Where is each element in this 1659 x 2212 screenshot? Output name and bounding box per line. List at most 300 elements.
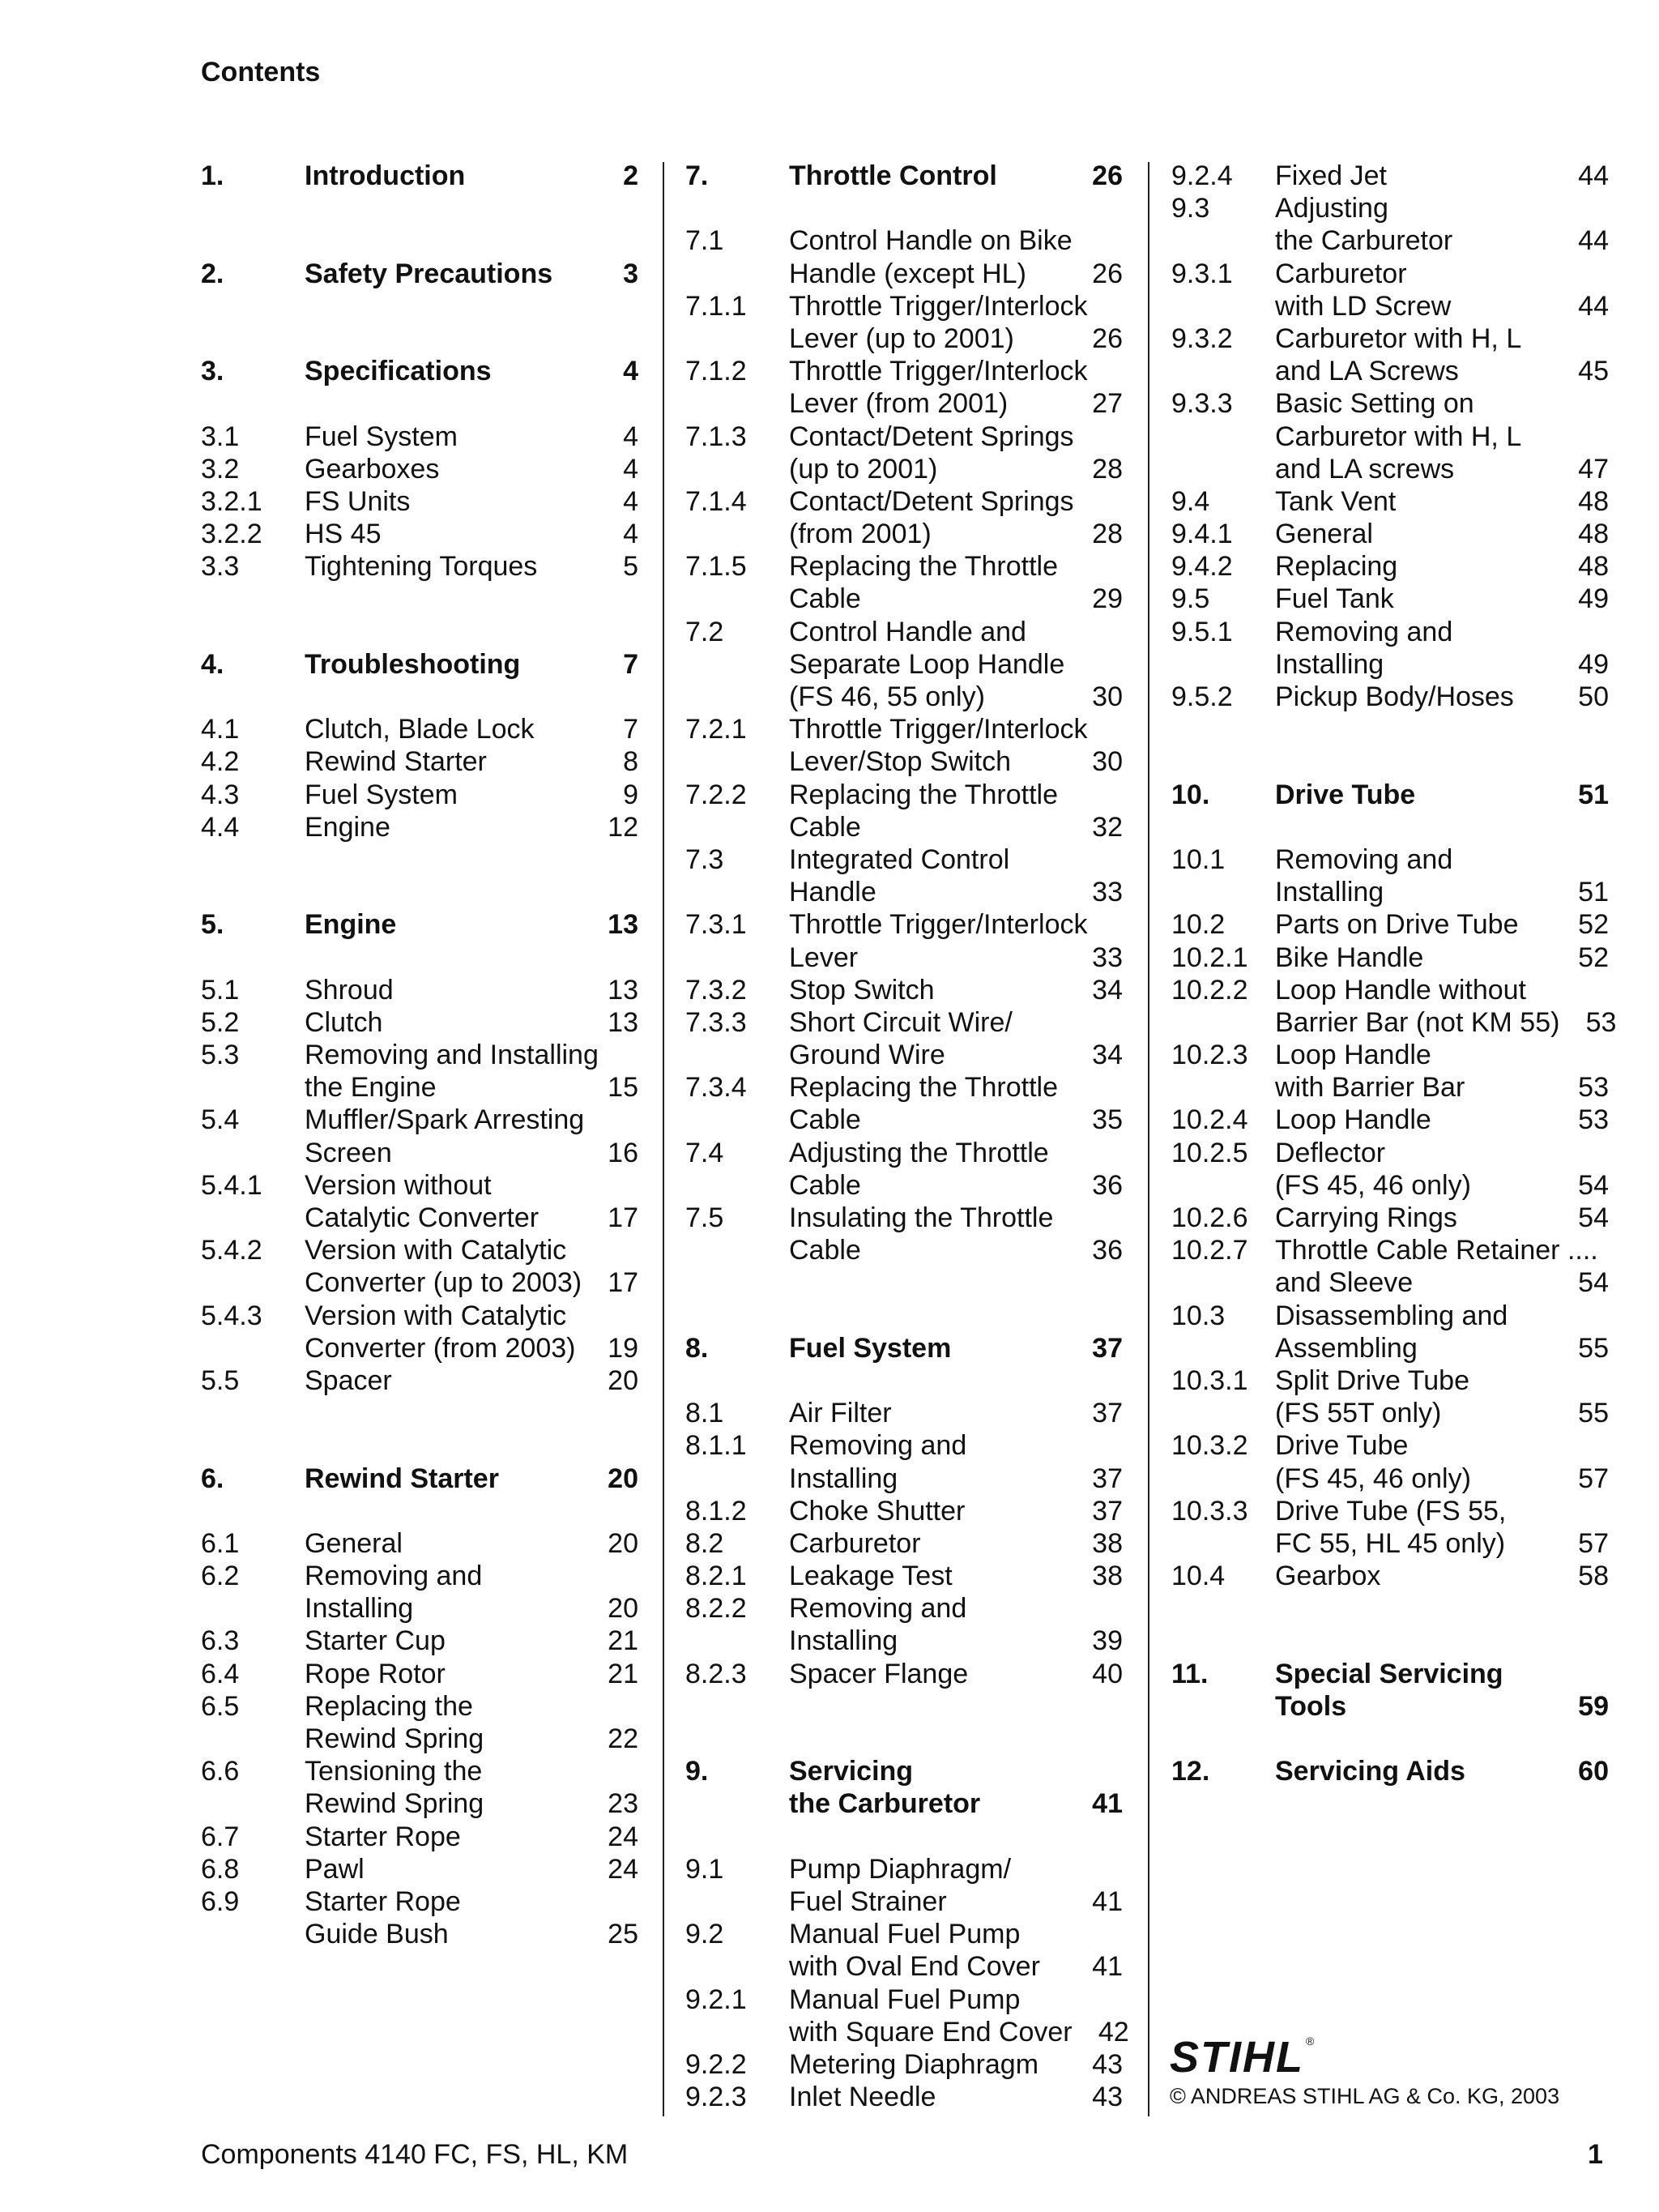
toc-title: General [305,1527,403,1559]
toc-page [1066,1071,1123,1104]
toc-entry[interactable] [1171,843,1609,908]
toc-line [1171,681,1609,713]
toc-title: Starter Rope [305,1821,461,1852]
toc-title: Carrying Rings [1275,1202,1457,1233]
toc-title: Catalytic Converter [305,1202,539,1233]
toc-title: FC 55, HL 45 only) [1275,1527,1506,1559]
toc-title: (FS 45, 46 only) [1275,1169,1471,1201]
toc-number: 7.3.4 [685,1072,747,1104]
toc-line [201,453,638,485]
toc-chapter[interactable] [201,258,638,290]
toc-number [1171,1006,1275,1039]
toc-page: 23 [608,1788,638,1820]
toc-entry[interactable] [201,1364,638,1397]
toc-entry[interactable] [685,1202,1123,1266]
toc-page: 13 [608,1006,638,1038]
toc-line [201,1527,638,1560]
toc-line [1171,485,1609,518]
toc-chapter[interactable] [201,355,638,387]
toc-page [1552,1495,1609,1527]
toc-entry[interactable] [1171,1560,1609,1592]
toc-page [1087,713,1144,745]
toc-number: 10.2.4 [1171,1104,1248,1136]
toc-entry[interactable] [1171,322,1609,387]
toc-page: 54 [1578,1267,1609,1299]
toc-title: Throttle Trigger/Interlock [789,909,1088,941]
toc-number [685,1169,789,1202]
toc-entry[interactable] [685,908,1123,973]
toc-page: 52 [1578,909,1609,941]
toc-title: Fuel System [305,779,458,810]
toc-page [1552,843,1609,876]
toc-number [1171,421,1275,453]
toc-page: 37 [1092,1332,1123,1364]
toc-title: Bike Handle [1275,942,1424,973]
toc-entry[interactable] [685,485,1123,550]
toc-chapter[interactable] [201,160,638,192]
toc-entry[interactable] [201,779,638,811]
toc-title: Deflector [1275,1137,1386,1168]
toc-line [1171,421,1609,453]
toc-page: 17 [608,1267,639,1299]
toc-entry[interactable] [1171,160,1609,192]
toc-number [685,583,789,615]
toc-entry[interactable] [201,421,638,453]
toc-entry[interactable] [685,779,1123,843]
toc-entry[interactable] [201,1039,638,1104]
toc-line [201,1104,638,1136]
toc-entry[interactable] [1171,550,1609,583]
toc-entry[interactable] [1171,1364,1609,1429]
toc-line [685,485,1123,518]
toc-chapter[interactable] [1171,779,1609,811]
toc-entry[interactable] [685,616,1123,714]
toc-line [1171,1495,1609,1527]
toc-entry[interactable] [1171,387,1609,485]
toc-line [1171,550,1609,583]
toc-entry[interactable] [1171,583,1609,615]
toc-entry[interactable] [201,1300,638,1364]
toc-page: 21 [608,1658,638,1689]
toc-page [1073,224,1129,257]
toc-number [685,1885,789,1918]
toc-number: 9.5.2 [1171,681,1233,712]
toc-line [685,1495,1123,1527]
toc-entry[interactable] [685,974,1123,1006]
toc-page: 16 [608,1137,638,1168]
toc-entry[interactable] [1171,974,1617,1039]
registered-mark: ® [1306,2035,1315,2048]
toc-entry[interactable] [1171,1202,1609,1234]
toc-entry[interactable] [685,1853,1123,1918]
toc-number: 6.5 [201,1690,240,1722]
toc-entry[interactable] [201,1821,638,1853]
toc-number [685,1039,789,1071]
toc-page: 8 [623,746,638,778]
toc-page [1552,421,1609,453]
toc-line [685,518,1123,550]
toc-chapter[interactable] [685,1755,1123,1820]
footer-page-number: 1 [1588,2139,1603,2170]
toc-line [201,355,638,387]
toc-line [685,876,1123,908]
toc-line [685,1560,1123,1592]
toc-line [1171,1690,1609,1723]
toc-page [1066,1137,1123,1169]
toc-page: 5 [623,551,638,583]
toc-line [1171,453,1609,485]
toc-entry[interactable] [685,713,1123,778]
toc-entry[interactable] [201,1560,638,1625]
toc-chapter[interactable] [201,1463,638,1495]
toc-chapter[interactable] [1171,1658,1609,1723]
toc-entry[interactable] [685,1006,1123,1071]
toc-number [1171,355,1275,387]
spacer [201,224,638,257]
toc-line [685,2016,1129,2048]
toc-entry[interactable] [1171,192,1609,257]
toc-page: 33 [1092,877,1123,908]
toc-number: 6.9 [201,1885,240,1917]
toc-number: 6.3 [201,1625,240,1657]
toc-title: Engine [305,811,390,843]
toc-number: 9.2.1 [685,1984,747,2015]
toc-entry[interactable] [685,1560,1123,1592]
toc-line [1171,779,1609,811]
toc-number: 2. [201,258,224,289]
toc-title: Drive Tube [1275,1430,1409,1462]
toc-number: 7.2 [685,616,724,647]
toc-entry[interactable] [201,1234,638,1299]
toc-page: 47 [1578,453,1609,485]
spacer [201,322,638,355]
toc-line [685,1527,1123,1560]
toc-page: 52 [1578,942,1609,973]
toc-entry[interactable] [685,1071,1123,1136]
toc-title: Adjusting [1275,193,1388,224]
toc-entry[interactable] [201,1755,638,1820]
toc-title: Converter (up to 2003) [305,1267,582,1299]
toc-title: Leakage Test [789,1561,953,1592]
toc-number [685,1104,789,1136]
toc-page: 51 [1578,779,1609,810]
toc-line [685,387,1123,420]
toc-entry[interactable] [1171,485,1609,518]
toc-title: Separate Loop Handle [789,648,1065,680]
toc-entry[interactable] [1171,616,1609,681]
toc-entry[interactable] [1171,1429,1609,1494]
toc-line [685,421,1123,453]
toc-entry[interactable] [201,518,638,550]
toc-entry[interactable] [201,1625,638,1657]
toc-number: 7.3 [685,843,724,875]
toc-page: 2 [623,160,638,191]
toc-line [685,1039,1123,1071]
toc-number [201,1787,305,1820]
toc-line [1171,843,1609,876]
toc-line [1171,1266,1609,1299]
toc-entry[interactable] [201,811,638,843]
toc-entry[interactable] [1171,1495,1609,1560]
toc-entry[interactable] [685,1658,1123,1690]
toc-line [1171,648,1609,681]
toc-title: Rewind Starter [305,746,487,778]
toc-line [685,2081,1123,2113]
toc-chapter[interactable] [201,908,638,941]
toc-entry[interactable] [1171,1104,1609,1136]
toc-number: 7.1.3 [685,421,747,452]
toc-entry[interactable] [1171,942,1609,974]
toc-number: 9.3 [1171,193,1210,224]
toc-chapter[interactable] [201,648,638,681]
toc-title: Tightening Torques [305,551,538,583]
toc-page [582,1690,638,1723]
toc-line [685,550,1123,583]
toc-line [1171,1137,1609,1169]
toc-line [201,908,638,941]
toc-entry[interactable] [201,1006,638,1039]
toc-entry[interactable] [201,745,638,778]
toc-line [201,258,638,290]
toc-entry[interactable] [201,550,638,583]
toc-number: 6.8 [201,1853,240,1885]
toc-title: Removing and [1275,616,1453,647]
toc-line [685,1885,1123,1918]
toc-page: 50 [1578,681,1609,712]
toc-chapter[interactable] [685,1332,1123,1364]
toc-page [1552,1364,1609,1397]
toc-line [1171,224,1609,257]
toc-title: Pickup Body/Hoses [1275,681,1514,712]
toc-title: Carburetor with H, L [1275,421,1522,452]
toc-number: 9.5.1 [1171,616,1233,647]
toc-entry[interactable] [201,713,638,745]
toc-line [685,1787,1123,1820]
toc-page [1066,550,1123,583]
toc-line [685,1006,1123,1039]
toc-number: 10.2.2 [1171,974,1248,1006]
toc-line [685,1397,1123,1429]
toc-entry[interactable] [1171,908,1609,941]
toc-entry[interactable] [685,1429,1123,1494]
toc-entry[interactable] [201,974,638,1006]
toc-entry[interactable] [1171,518,1609,550]
toc-entry[interactable] [201,1104,638,1168]
toc-number: 9.4 [1171,485,1210,517]
toc-line [201,1266,638,1299]
toc-line [201,1463,638,1495]
toc-title: Version without [305,1169,492,1201]
toc-entry[interactable] [685,1495,1123,1527]
toc-line [1171,583,1609,615]
stihl-logo [1170,2033,1559,2082]
toc-entry[interactable] [685,2081,1123,2113]
toc-title: Rope Rotor [305,1658,446,1689]
toc-title: Loop Handle [1275,1104,1431,1136]
toc-title: Rewind Spring [305,1788,484,1820]
toc-entry[interactable] [685,290,1123,355]
spacer [201,681,638,713]
toc-number [1171,1527,1275,1560]
toc-title: Barrier Bar (not KM 55) [1275,1006,1560,1038]
toc-page: 34 [1092,1040,1123,1071]
toc-entry[interactable] [685,1592,1123,1657]
toc-number [685,942,789,974]
toc-page: 20 [608,1463,638,1494]
toc-entry[interactable] [685,843,1123,908]
toc-number: 10.3.3 [1171,1495,1248,1527]
toc-entry[interactable] [685,421,1123,485]
toc-page [1598,1234,1655,1266]
toc-page: 37 [1092,1495,1123,1527]
toc-line [201,550,638,583]
toc-entry[interactable] [1171,1039,1609,1104]
toc-entry[interactable] [1171,1300,1609,1364]
toc-line [201,1071,638,1104]
toc-title: the Carburetor [1275,225,1453,257]
spacer [201,843,638,876]
toc-title: Throttle Trigger/Interlock [789,290,1088,322]
toc-title: Adjusting the Throttle [789,1137,1049,1168]
toc-number: 7.5 [685,1202,724,1233]
toc-title: Rewind Spring [305,1723,484,1754]
toc-line [685,355,1123,387]
toc-entry[interactable] [1171,1234,1609,1299]
toc-title: Fixed Jet [1275,160,1387,191]
toc-page [1066,1918,1123,1950]
toc-title: Installing [305,1593,414,1625]
toc-line [1171,876,1609,908]
toc-title: and Sleeve [1275,1267,1414,1299]
toc-title: Lever/Stop Switch [789,746,1012,778]
toc-entry[interactable] [685,1984,1129,2048]
toc-entry[interactable] [201,1690,638,1755]
toc-line [685,1984,1123,2016]
spacer [685,1300,1123,1332]
toc-entry[interactable] [201,1885,638,1950]
toc-entry[interactable] [1171,681,1609,713]
toc-line [201,1658,638,1690]
spacer [201,616,638,648]
column-divider [1148,162,1149,2116]
toc-entry[interactable] [201,1169,638,1234]
toc-entry[interactable] [201,453,638,485]
toc-page: 29 [1092,583,1123,615]
toc-title: Version with Catalytic [305,1300,567,1331]
toc-line [1171,160,1609,192]
toc-page [1066,1202,1123,1234]
toc-title: Manual Fuel Pump [789,1984,1021,2015]
toc-entry[interactable] [685,1397,1123,1429]
toc-line [201,974,638,1006]
toc-line [685,713,1123,745]
toc-line [1171,290,1609,322]
toc-line [685,160,1123,192]
toc-title: Version with Catalytic [305,1235,567,1266]
toc-page: 26 [1092,160,1123,191]
toc-entry[interactable] [1171,258,1609,322]
toc-line [1171,1397,1609,1429]
toc-title: Cable [789,811,861,843]
toc-line [1171,322,1609,355]
toc-page: 4 [623,421,638,452]
toc-line [1171,1463,1609,1495]
toc-title: HS 45 [305,519,382,550]
toc-number: 5.4.3 [201,1300,262,1331]
toc-entry[interactable] [201,485,638,518]
toc-entry[interactable] [685,1137,1123,1202]
toc-number: 12. [1171,1756,1210,1787]
toc-page [1074,485,1131,518]
toc-entry[interactable] [201,1853,638,1885]
toc-line [685,224,1123,257]
toc-entry[interactable] [685,2048,1123,2081]
toc-entry[interactable] [201,1527,638,1560]
toc-chapter[interactable] [685,160,1123,192]
toc-title: Control Handle on Bike [789,225,1073,257]
spacer [685,192,1123,224]
toc-line [685,681,1123,713]
toc-entry[interactable] [685,550,1123,615]
toc-page: 26 [1092,322,1123,354]
toc-number: 6.4 [201,1658,240,1689]
toc-page [584,1104,641,1136]
toc-number: 3.1 [201,421,240,452]
toc-line [201,1169,638,1202]
toc-title: Replacing [1275,551,1398,583]
toc-line [685,745,1123,778]
toc-line [685,779,1123,811]
spacer [1171,1723,1609,1755]
toc-title: Fuel System [789,1332,952,1364]
toc-page [582,1560,638,1592]
toc-title: Installing [789,1625,898,1657]
toc-line [1171,1560,1609,1592]
toc-line [685,1463,1123,1495]
toc-number [685,322,789,355]
toc-page: 44 [1578,290,1609,322]
toc-title: Lever (from 2001) [789,388,1009,420]
toc-title: Carburetor with H, L [1275,322,1522,354]
toc-number: 7.3.1 [685,909,747,941]
toc-entry[interactable] [201,1658,638,1690]
toc-number: 10.3.1 [1171,1364,1248,1396]
toc-number: 8.1.1 [685,1430,747,1462]
toc-line [1171,1006,1617,1039]
toc-page: 25 [608,1919,638,1950]
toc-line [1171,1169,1609,1202]
toc-entry[interactable] [685,355,1123,420]
toc-title: Troubleshooting [305,648,521,680]
column-divider [663,162,664,2116]
toc-entry[interactable] [685,1918,1123,1983]
toc-number [201,1592,305,1625]
toc-entry[interactable] [685,224,1123,289]
toc-number: 9.2 [685,1919,724,1950]
toc-chapter[interactable] [1171,1755,1609,1787]
toc-number [201,1202,305,1234]
toc-page: 48 [1578,519,1609,550]
toc-title: the Carburetor [789,1788,981,1820]
toc-title: Replacing the Throttle [789,1072,1059,1104]
toc-line [201,1918,638,1950]
toc-page: 38 [1092,1527,1123,1559]
toc-page: 21 [608,1625,638,1657]
toc-entry[interactable] [685,1527,1123,1560]
toc-number: 9.2.2 [685,2048,747,2080]
toc-entry[interactable] [1171,1137,1609,1202]
toc-column-2 [685,160,1129,2113]
